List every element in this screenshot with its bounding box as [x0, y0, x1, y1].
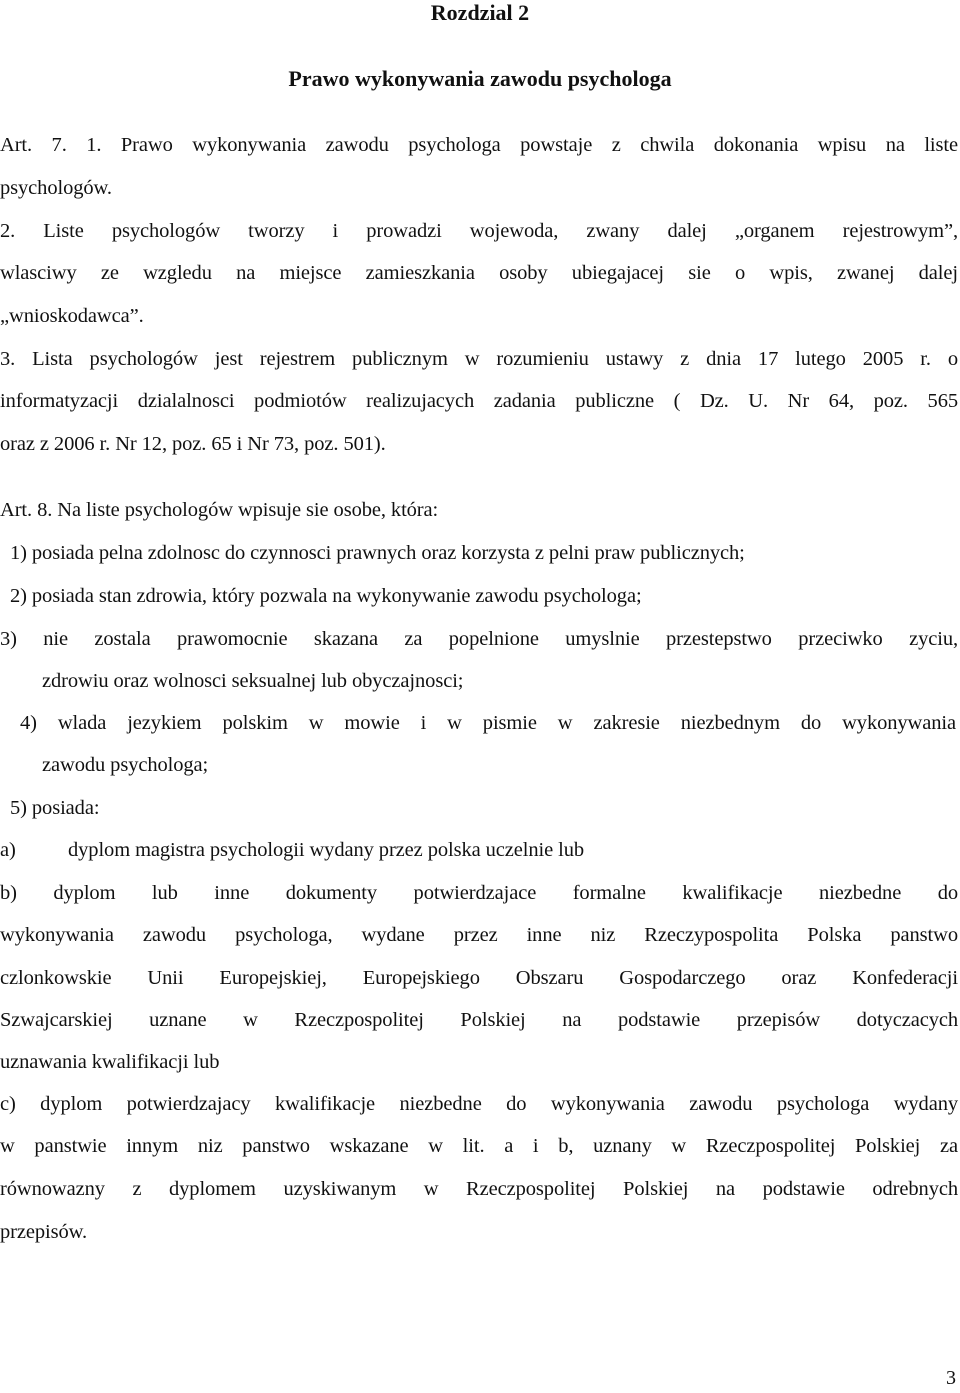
art8-b-line5: uznawania kwalifikacji lub — [0, 1051, 220, 1073]
art8-item3-line2: zdrowiu oraz wolnosci seksualnej lub obyczajnosci; — [42, 670, 464, 692]
art7-p1-line2: psychologów. — [0, 177, 112, 199]
art8-b-line3: czlonkowskie Unii Europejskiej, Europejskiego Obszaru Gospodarczego oraz Konfederacji — [0, 967, 958, 989]
art8-b-line1: b) dyplom lub inne dokumenty potwierdzajace formalne kwalifikacje niezbedne do — [0, 882, 958, 904]
art7-p1-line1: Art. 7. 1. Prawo wykonywania zawodu psychologa powstaje z chwila dokonania wpisu na liste — [0, 134, 958, 156]
art7-p2-line3: „wnioskodawca”. — [0, 305, 144, 327]
art7-p2-line2: wlasciwy ze wzgledu na miejsce zamieszkania osoby ubiegajacej sie o wpis, zwanej dalej — [0, 262, 958, 284]
chapter-title: Rozdzial 2 — [430, 0, 530, 25]
art8-c-line4: przepisów. — [0, 1221, 88, 1243]
chapter-subtitle: Prawo wykonywania zawodu psychologa — [288, 66, 672, 91]
art8-item2: 2) posiada stan zdrowia, który pozwala na wykonywanie zawodu psychologa; — [10, 585, 642, 607]
page-number: 3 — [946, 1367, 956, 1389]
art8-item4-line1: 4) wlada jezykiem polskim w mowie i w pismie w zakresie niezbednym do wykonywania — [20, 712, 956, 734]
art8-b-line2: wykonywania zawodu psychologa, wydane przez inne niz Rzeczypospolita Polska panstwo — [0, 924, 958, 946]
art8-item4-line2: zawodu psychologa; — [42, 754, 209, 776]
art8-a-marker: a) — [0, 839, 16, 861]
art7-p3-line2: informatyzacji dzialalnosci podmiotów realizujacych zadania publiczne ( Dz. U. Nr 64, poz. 565 — [0, 390, 958, 412]
art8-b-line4: Szwajcarskiej uznane w Rzeczpospolitej Polskiej na podstawie przepisów dotyczacych — [0, 1009, 958, 1031]
art7-p3-line1: 3. Lista psychologów jest rejestrem publicznym w rozumieniu ustawy z dnia 17 lutego 2005 r. o — [0, 348, 958, 370]
art7-p3-line3: oraz z 2006 r. Nr 12, poz. 65 i Nr 73, poz. 501). — [0, 433, 386, 455]
art8-a-text: dyplom magistra psychologii wydany przez polska uczelnie lub — [68, 839, 585, 861]
art7-p2-line1: 2. Liste psychologów tworzy i prowadzi wojewoda, zwany dalej „organem rejestrowym”, — [0, 220, 958, 242]
art8-c-line2: w panstwie innym niz panstwo wskazane w lit. a i b, uznany w Rzeczpospolitej Polskiej za — [0, 1135, 958, 1157]
art8-intro: Art. 8. Na liste psychologów wpisuje sie osobe, która: — [0, 499, 439, 521]
art8-item1: 1) posiada pelna zdolnosc do czynnosci prawnych oraz korzysta z pelni praw publicznych; — [10, 542, 745, 564]
art8-c-line1: c) dyplom potwierdzajacy kwalifikacje niezbedne do wykonywania zawodu psychologa wydany — [0, 1093, 958, 1115]
art8-item3-line1: 3) nie zostala prawomocnie skazana za popelnione umyslnie przestepstwo przeciwko zyciu, — [0, 628, 958, 650]
art8-item5: 5) posiada: — [10, 797, 100, 819]
art8-c-line3: równowazny z dyplomem uzyskiwanym w Rzeczpospolitej Polskiej na podstawie odrebnych — [0, 1178, 958, 1200]
